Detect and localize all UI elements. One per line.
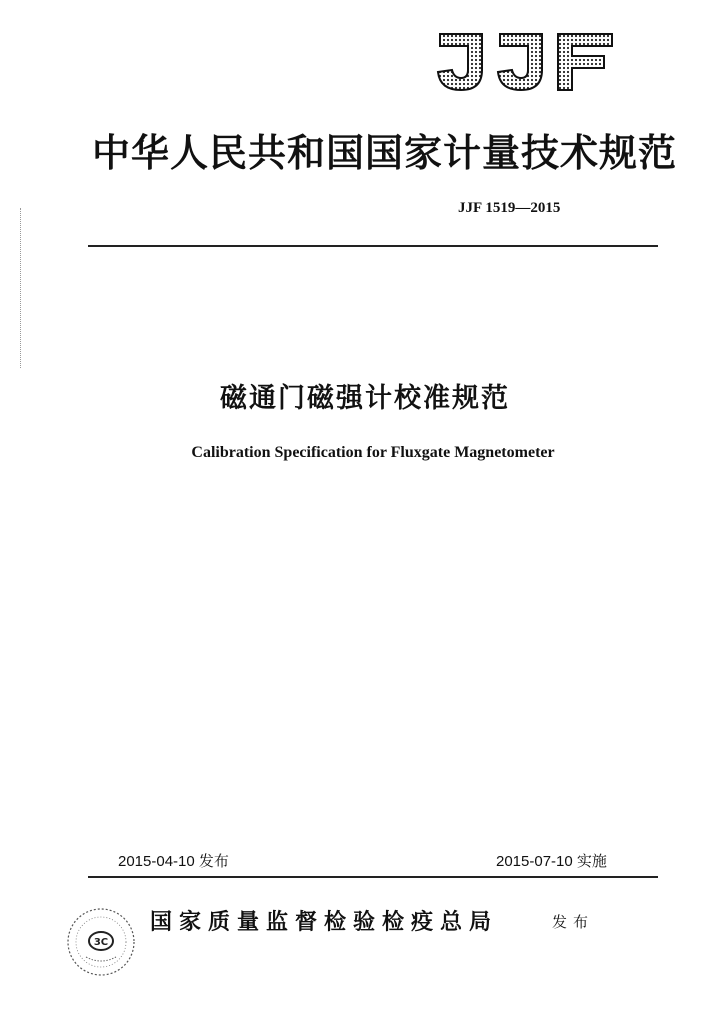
seal-graphic	[64, 905, 138, 979]
document-title-english: Calibration Specification for Fluxgate Magnetometer	[191, 444, 555, 461]
binding-edge-marks	[20, 208, 23, 368]
publisher-suffix: 发布	[552, 913, 595, 931]
top-rule-divider	[88, 245, 658, 247]
bottom-rule-divider	[88, 876, 658, 878]
document-number: JJF 1519—2015	[458, 200, 561, 216]
publisher-name: 国家质量监督检验检疫总局	[150, 909, 499, 935]
publisher-seal-stamp	[64, 905, 138, 979]
effective-date: 2015-07-10 实施	[496, 853, 607, 870]
jjf-logo	[430, 30, 616, 94]
jjf-logo-graphic	[430, 30, 616, 94]
svg-text:3C: 3C	[93, 937, 109, 948]
document-title-chinese: 磁通门磁强计校准规范	[220, 383, 510, 414]
series-title: 中华人民共和国国家计量技术规范	[92, 130, 678, 175]
issue-date: 2015-04-10 发布	[118, 853, 229, 870]
